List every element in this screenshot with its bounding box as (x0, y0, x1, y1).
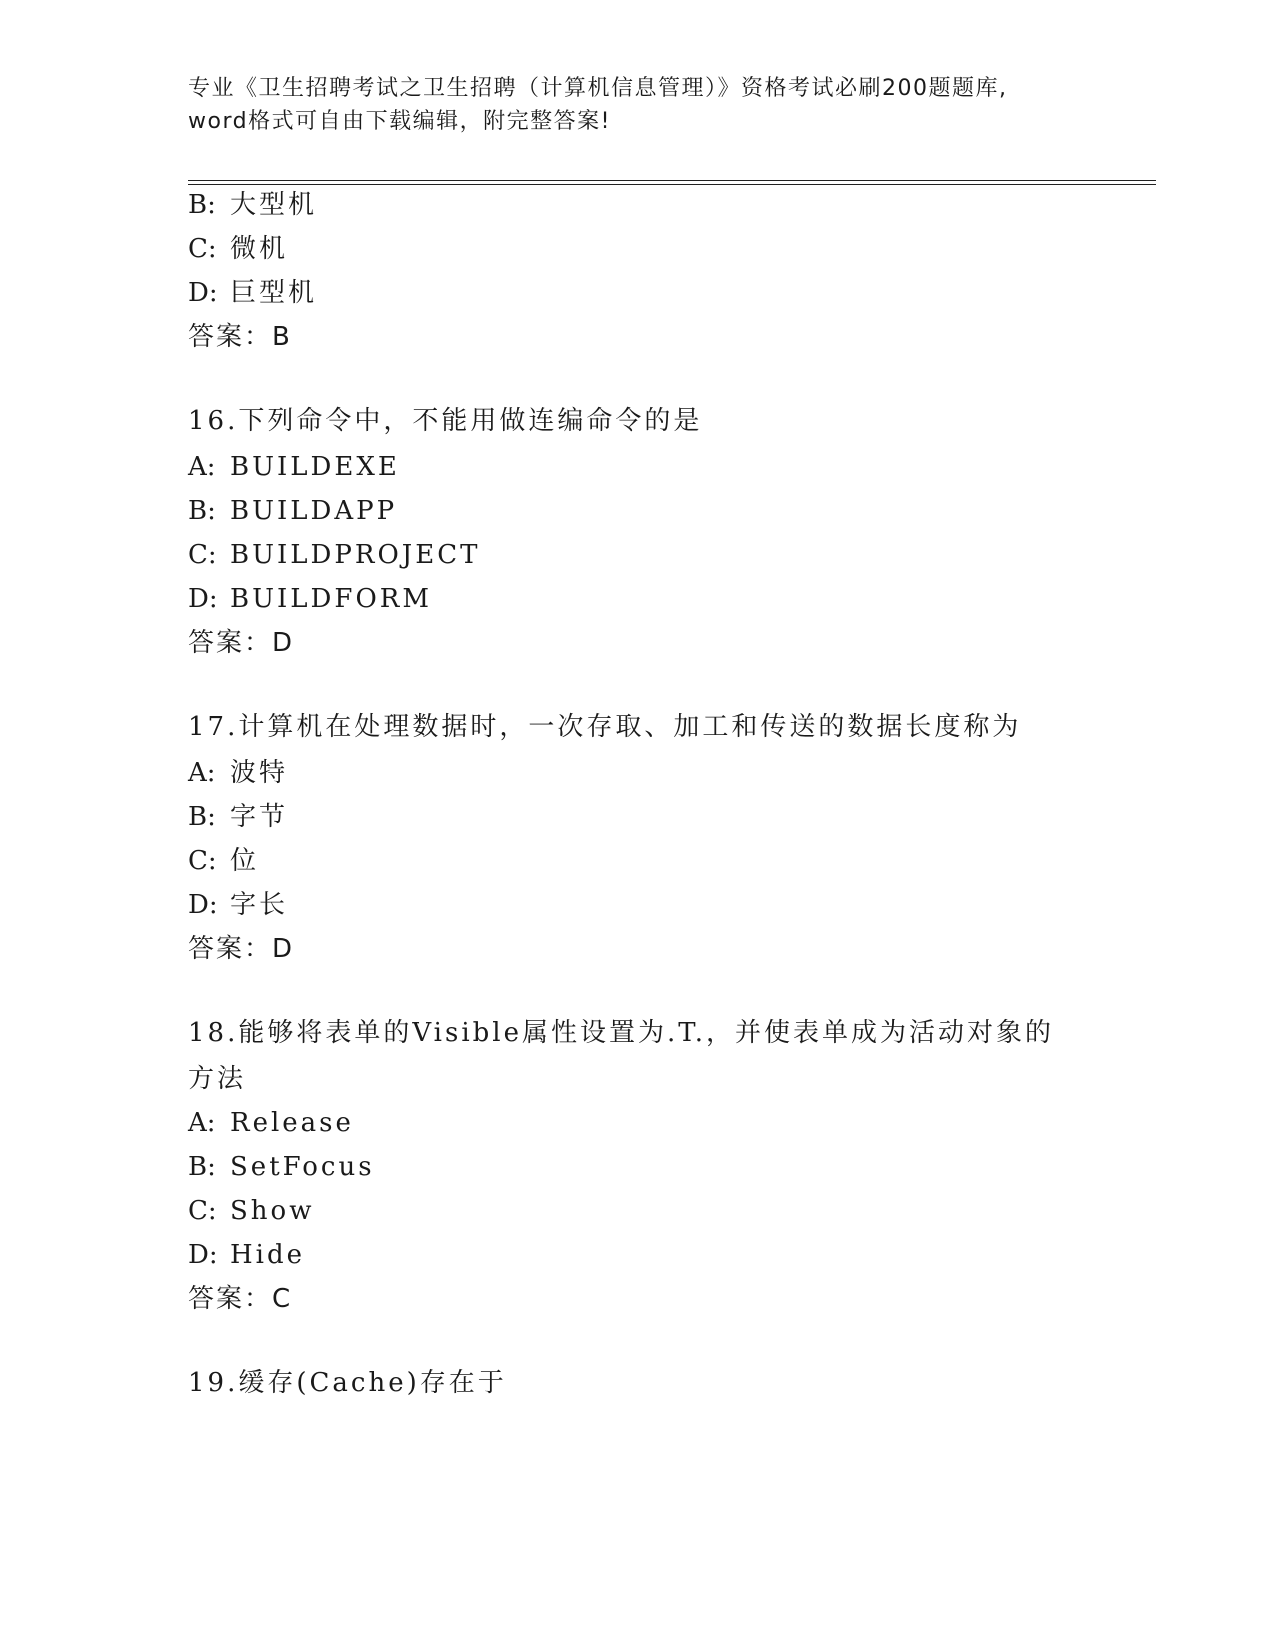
option-label: B: (188, 496, 216, 526)
option-label: B: (188, 190, 216, 220)
option-label: C: (188, 1196, 217, 1226)
option-label: A: (188, 758, 216, 788)
option-text: 微机 (230, 234, 289, 264)
option-text: Show (230, 1196, 315, 1226)
option-label: D: (188, 1240, 218, 1270)
q17-option-a (188, 756, 288, 790)
option-label: C: (188, 234, 217, 264)
header-line-2: word格式可自由下载编辑，附完整答案! (188, 109, 611, 134)
option-text: BUILDPROJECT (230, 540, 481, 570)
q15-option-c (188, 232, 288, 266)
option-text: 字长 (230, 890, 289, 920)
q15-option-b (188, 188, 317, 222)
q18-option-c (188, 1194, 314, 1228)
option-text: BUILDFORM (230, 584, 432, 614)
q19-text: 19.缓存(Cache)存在于 (188, 1368, 507, 1398)
option-label: D: (188, 278, 218, 308)
q17-option-b (188, 800, 288, 834)
q16-option-a (188, 450, 400, 484)
q17-option-d (188, 888, 288, 922)
q17-option-c (188, 844, 259, 878)
option-text: 位 (230, 846, 260, 876)
q16-text: 16.下列命令中，不能用做连编命令的是 (188, 406, 703, 436)
q17-answer: 答案：D (188, 934, 295, 964)
q18-option-d (188, 1238, 305, 1272)
option-label: A: (188, 452, 216, 482)
option-text: SetFocus (230, 1152, 375, 1182)
q16-option-d (188, 582, 432, 616)
q18-option-a (188, 1106, 354, 1140)
q18-text: 18.能够将表单的Visible属性设置为.T.，并使表单成为活动对象的方法 (188, 1018, 1055, 1094)
q18-answer: 答案：C (188, 1284, 293, 1314)
q16-answer: 答案：D (188, 628, 295, 658)
header-rule-bottom (188, 184, 1156, 185)
q18-option-b (188, 1150, 375, 1184)
q16-option-c (188, 538, 480, 572)
q17-text: 17.计算机在处理数据时，一次存取、加工和传送的数据长度称为 (188, 712, 1022, 742)
header-rule-top (188, 180, 1156, 181)
option-label: C: (188, 540, 217, 570)
q16-option-b (188, 494, 397, 528)
option-label: A: (188, 1108, 216, 1138)
option-text: Hide (230, 1240, 306, 1270)
option-text: BUILDEXE (230, 452, 400, 482)
q15-answer: 答案：B (188, 322, 292, 352)
q15-option-d (188, 276, 317, 310)
option-text: 巨型机 (230, 278, 318, 308)
option-label: B: (188, 1152, 216, 1182)
option-label: D: (188, 890, 218, 920)
document-header (188, 72, 1088, 138)
option-text: 大型机 (230, 190, 318, 220)
option-text: 字节 (230, 802, 289, 832)
option-text: Release (230, 1108, 354, 1138)
option-label: D: (188, 584, 218, 614)
option-label: B: (188, 802, 216, 832)
option-text: 波特 (230, 758, 289, 788)
header-line-1: 专业《卫生招聘考试之卫生招聘（计算机信息管理）》资格考试必刷200题题库, (188, 76, 1008, 101)
option-label: C: (188, 846, 217, 876)
option-text: BUILDAPP (230, 496, 398, 526)
